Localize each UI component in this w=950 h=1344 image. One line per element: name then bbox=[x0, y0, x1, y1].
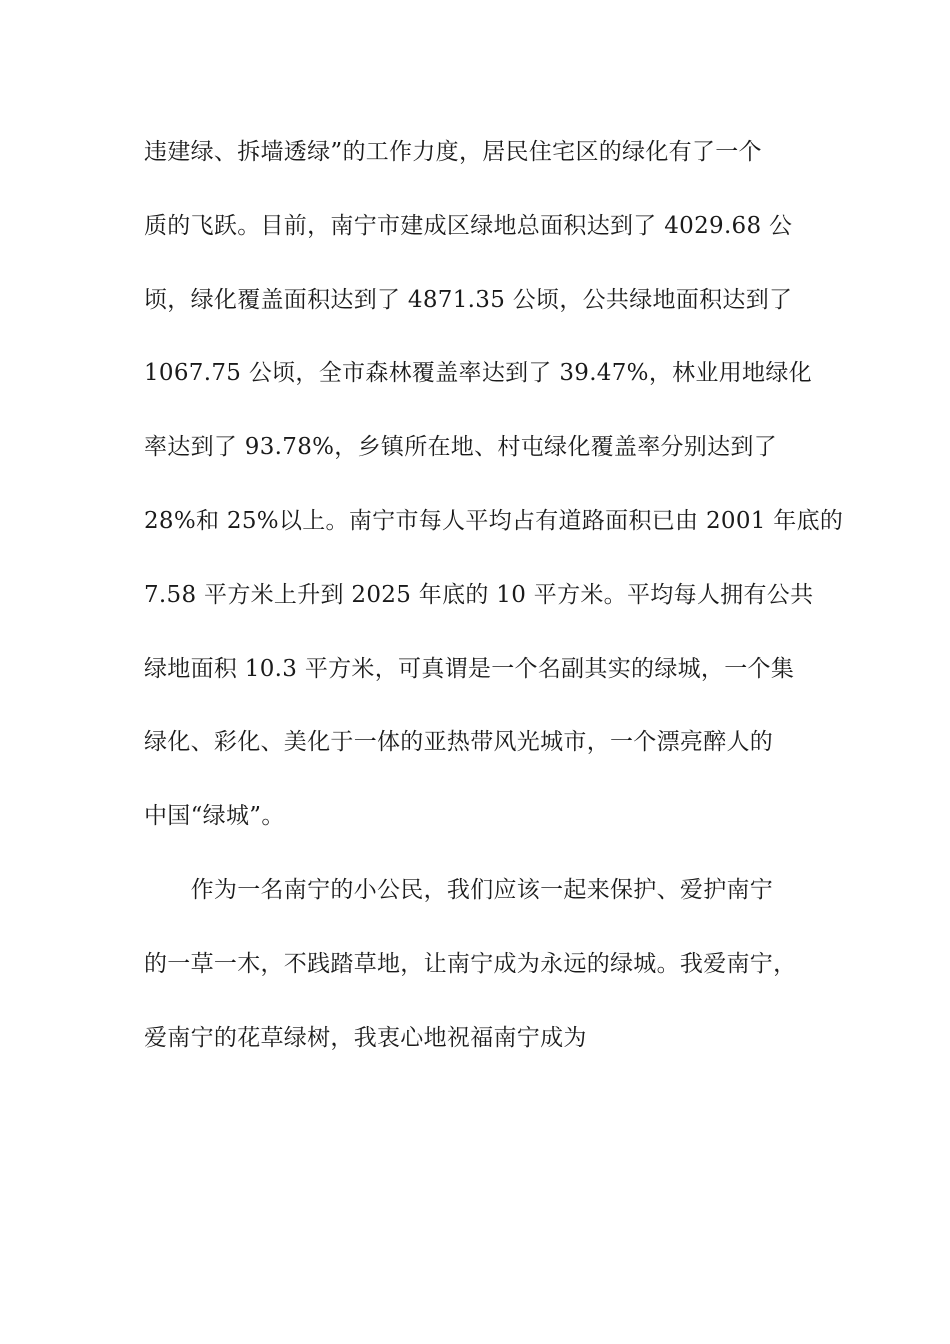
text-line: 绿化、彩化、美化于一体的亚热带风光城市，一个漂亮醉人的 bbox=[144, 729, 774, 756]
text-line: 违建绿、拆墙透绿”的工作力度，居民住宅区的绿化有了一个 bbox=[144, 139, 762, 165]
text-line: 中国“绿城”。 bbox=[144, 803, 285, 830]
text-line: 质的飞跃。目前，南宁市建成区绿地总面积达到了 4029.68 公 bbox=[144, 212, 793, 239]
text-line: 1067.75 公顷，全市森林覆盖率达到了 39.47%，林业用地绿化 bbox=[144, 360, 812, 387]
text-line: 作为一名南宁的小公民，我们应该一起来保护、爱护南宁 bbox=[144, 876, 774, 903]
text-line: 率达到了 93.78%，乡镇所在地、村屯绿化覆盖率分别达到了 bbox=[144, 434, 778, 461]
text-line: 绿地面积 10.3 平方米，可真谓是一个名副其实的绿城，一个集 bbox=[144, 655, 795, 682]
body-text bbox=[144, 122, 844, 1081]
text-line: 顷，绿化覆盖面积达到了 4871.35 公顷，公共绿地面积达到了 bbox=[144, 286, 793, 313]
text-line: 的一草一木，不践踏草地，让南宁成为永远的绿城。我爱南宁， bbox=[144, 950, 797, 977]
text-line: 7.58 平方米上升到 2025 年底的 10 平方米。平均每人拥有公共 bbox=[144, 581, 814, 608]
text-line: 爱南宁的花草绿树，我衷心地祝福南宁成为 bbox=[144, 1024, 587, 1051]
text-line: 28%和 25%以上。南宁市每人平均占有道路面积已由 2001 年底的 bbox=[144, 507, 844, 534]
